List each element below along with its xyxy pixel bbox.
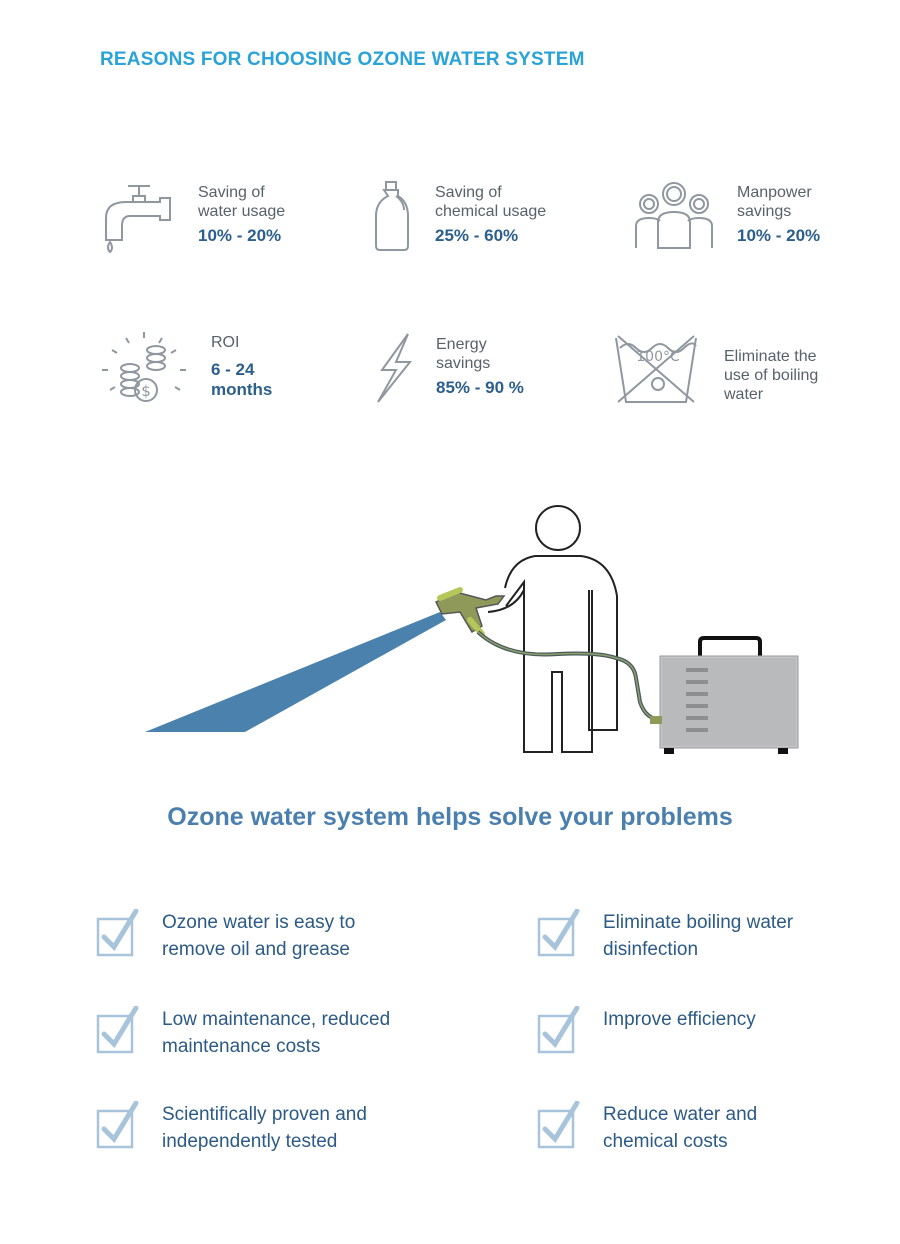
stat-value: 10% - 20% bbox=[737, 226, 821, 245]
stat-value: 85% - 90 % bbox=[436, 378, 524, 397]
benefit-text: Ozone water is easy to bbox=[162, 912, 356, 933]
benefit-item bbox=[96, 1006, 426, 1066]
stat-label: Eliminate the bbox=[724, 348, 817, 365]
stat-label: savings bbox=[737, 203, 792, 220]
stat-label: Saving of bbox=[198, 184, 265, 201]
section-subheading: Ozone water system helps solve your problems bbox=[167, 803, 733, 831]
stat-label: water bbox=[724, 386, 764, 403]
checkbox-check-icon bbox=[537, 1101, 581, 1149]
stat-value: 10% - 20% bbox=[198, 226, 282, 245]
people-group-icon bbox=[632, 180, 716, 252]
benefit-text: Reduce water and bbox=[603, 1104, 758, 1125]
stat-value: months bbox=[211, 380, 273, 399]
hose bbox=[478, 632, 662, 720]
stat-label: use of boiling bbox=[724, 367, 819, 384]
checkbox-check-icon bbox=[96, 1101, 140, 1149]
page-headline: REASONS FOR CHOOSING OZONE WATER SYSTEM bbox=[100, 49, 585, 70]
temperature-label: 100°C bbox=[636, 349, 680, 365]
benefit-item bbox=[537, 1006, 867, 1066]
ozone-generator bbox=[650, 638, 798, 754]
stat-boiling-water bbox=[612, 332, 852, 412]
checkbox-check-icon bbox=[96, 909, 140, 957]
benefit-text: Low maintenance, reduced bbox=[162, 1009, 391, 1030]
coins-icon bbox=[100, 330, 190, 406]
stat-label: savings bbox=[436, 355, 491, 372]
benefit-text: remove oil and grease bbox=[162, 939, 350, 960]
benefit-text: disinfection bbox=[603, 939, 699, 960]
benefit-text: Eliminate boiling water bbox=[603, 912, 794, 933]
benefit-item bbox=[96, 909, 426, 969]
benefit-text: independently tested bbox=[162, 1131, 338, 1152]
stat-label: Energy bbox=[436, 336, 487, 353]
benefit-item bbox=[96, 1101, 426, 1161]
benefit-text: maintenance costs bbox=[162, 1036, 321, 1057]
spray-jet bbox=[145, 612, 446, 732]
benefit-item bbox=[537, 1101, 867, 1161]
checkbox-check-icon bbox=[537, 1006, 581, 1054]
stat-label: water usage bbox=[198, 203, 286, 220]
checkbox-check-icon bbox=[96, 1006, 140, 1054]
svg-text:$: $ bbox=[141, 382, 151, 400]
stat-label: ROI bbox=[211, 334, 240, 351]
detergent-bottle-icon bbox=[372, 180, 412, 252]
stat-value: 25% - 60% bbox=[435, 226, 519, 245]
stat-chemical-usage bbox=[372, 180, 572, 260]
person-figure bbox=[488, 506, 617, 752]
benefit-text: Scientifically proven and bbox=[162, 1104, 367, 1125]
stat-manpower bbox=[632, 180, 842, 260]
stat-label: Saving of bbox=[435, 184, 502, 201]
checkbox-check-icon bbox=[537, 909, 581, 957]
benefit-item bbox=[537, 909, 867, 969]
stat-value: 6 - 24 bbox=[211, 360, 255, 379]
stat-label: Manpower bbox=[737, 184, 812, 201]
lightning-icon bbox=[374, 332, 414, 404]
stat-energy bbox=[374, 332, 574, 412]
no-boil-wash-icon bbox=[612, 332, 700, 406]
stat-water-usage bbox=[100, 180, 300, 260]
stat-label: chemical usage bbox=[435, 203, 547, 220]
stat-roi bbox=[100, 330, 300, 410]
benefit-text: Improve efficiency bbox=[603, 1009, 756, 1030]
faucet-icon bbox=[100, 180, 180, 255]
spray-illustration bbox=[0, 490, 900, 780]
benefit-text: chemical costs bbox=[603, 1131, 728, 1152]
